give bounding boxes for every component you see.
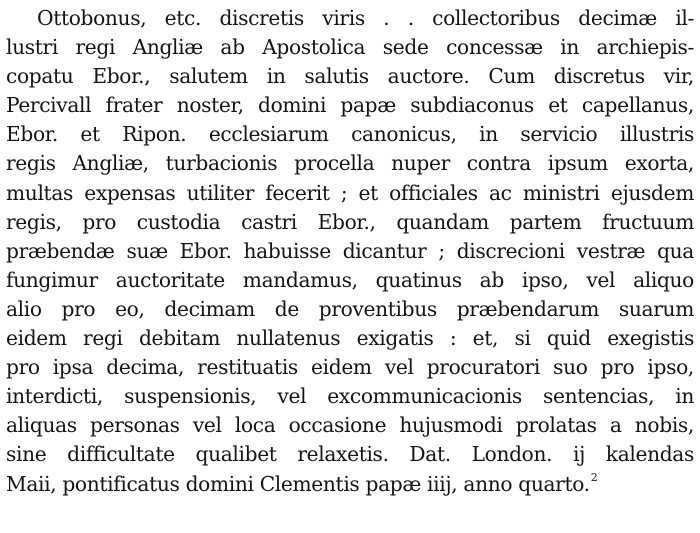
text-line-4: Percivall frater noster, domini papæ subdiaconus et capellanus,: [6, 93, 694, 118]
text-line-11: alio pro eo, decimam de proventibus præbendarum suarum: [6, 296, 694, 321]
text-line-2: lustri regi Angliæ ab Apostolica sede concessæ in archiepis-: [6, 35, 694, 60]
text-line-17: [6, 470, 694, 499]
text-line-15: aliquas personas vel loca occasione hujusmodi prolatas a nobis,: [6, 413, 694, 438]
text-line-7: multas expensas utiliter fecerit ; et officiales ac ministri ejusdem: [6, 180, 694, 205]
text-line-13: pro ipsa decima, restituatis eidem vel procuratori suo pro ipso,: [6, 355, 694, 380]
text-line-12: eidem regi debitam nullatenus exigatis : et, si quid exegistis: [6, 326, 694, 351]
text-line-16: sine difficultate qualibet relaxetis. Dat. London. ij kalendas: [6, 442, 694, 467]
text-line-9: præbendæ suæ Ebor. habuisse dicantur ; discrecioni vestræ qua: [6, 238, 694, 263]
document-page: [6, 4, 694, 529]
text-line-1: Ottobonus, etc. discretis viris . . collectoribus decimæ il-: [37, 6, 694, 30]
text-line-5: Ebor. et Ripon. ecclesiarum canonicus, in servicio illustris: [6, 122, 694, 147]
text-line-10: fungimur auctoritate mandamus, quatinus ab ipso, vel aliquo: [6, 267, 694, 292]
letter-paragraph: [6, 4, 694, 499]
text-line-17-body: Maii, pontificatus domini Clementis papæ iiij, anno quarto.: [6, 471, 590, 496]
text-line-14: interdicti, suspensionis, vel excommunicacionis sentencias, in: [6, 384, 694, 409]
text-line-3: copatu Ebor., salutem in salutis auctore. Cum discretus vir,: [6, 64, 694, 89]
text-line-6: regis Angliæ, turbacionis procella nuper contra ipsum exorta,: [6, 151, 694, 176]
footnote-marker: 2: [590, 470, 598, 484]
text-line-8: regis, pro custodia castri Ebor., quandam partem fructuum: [6, 209, 694, 234]
